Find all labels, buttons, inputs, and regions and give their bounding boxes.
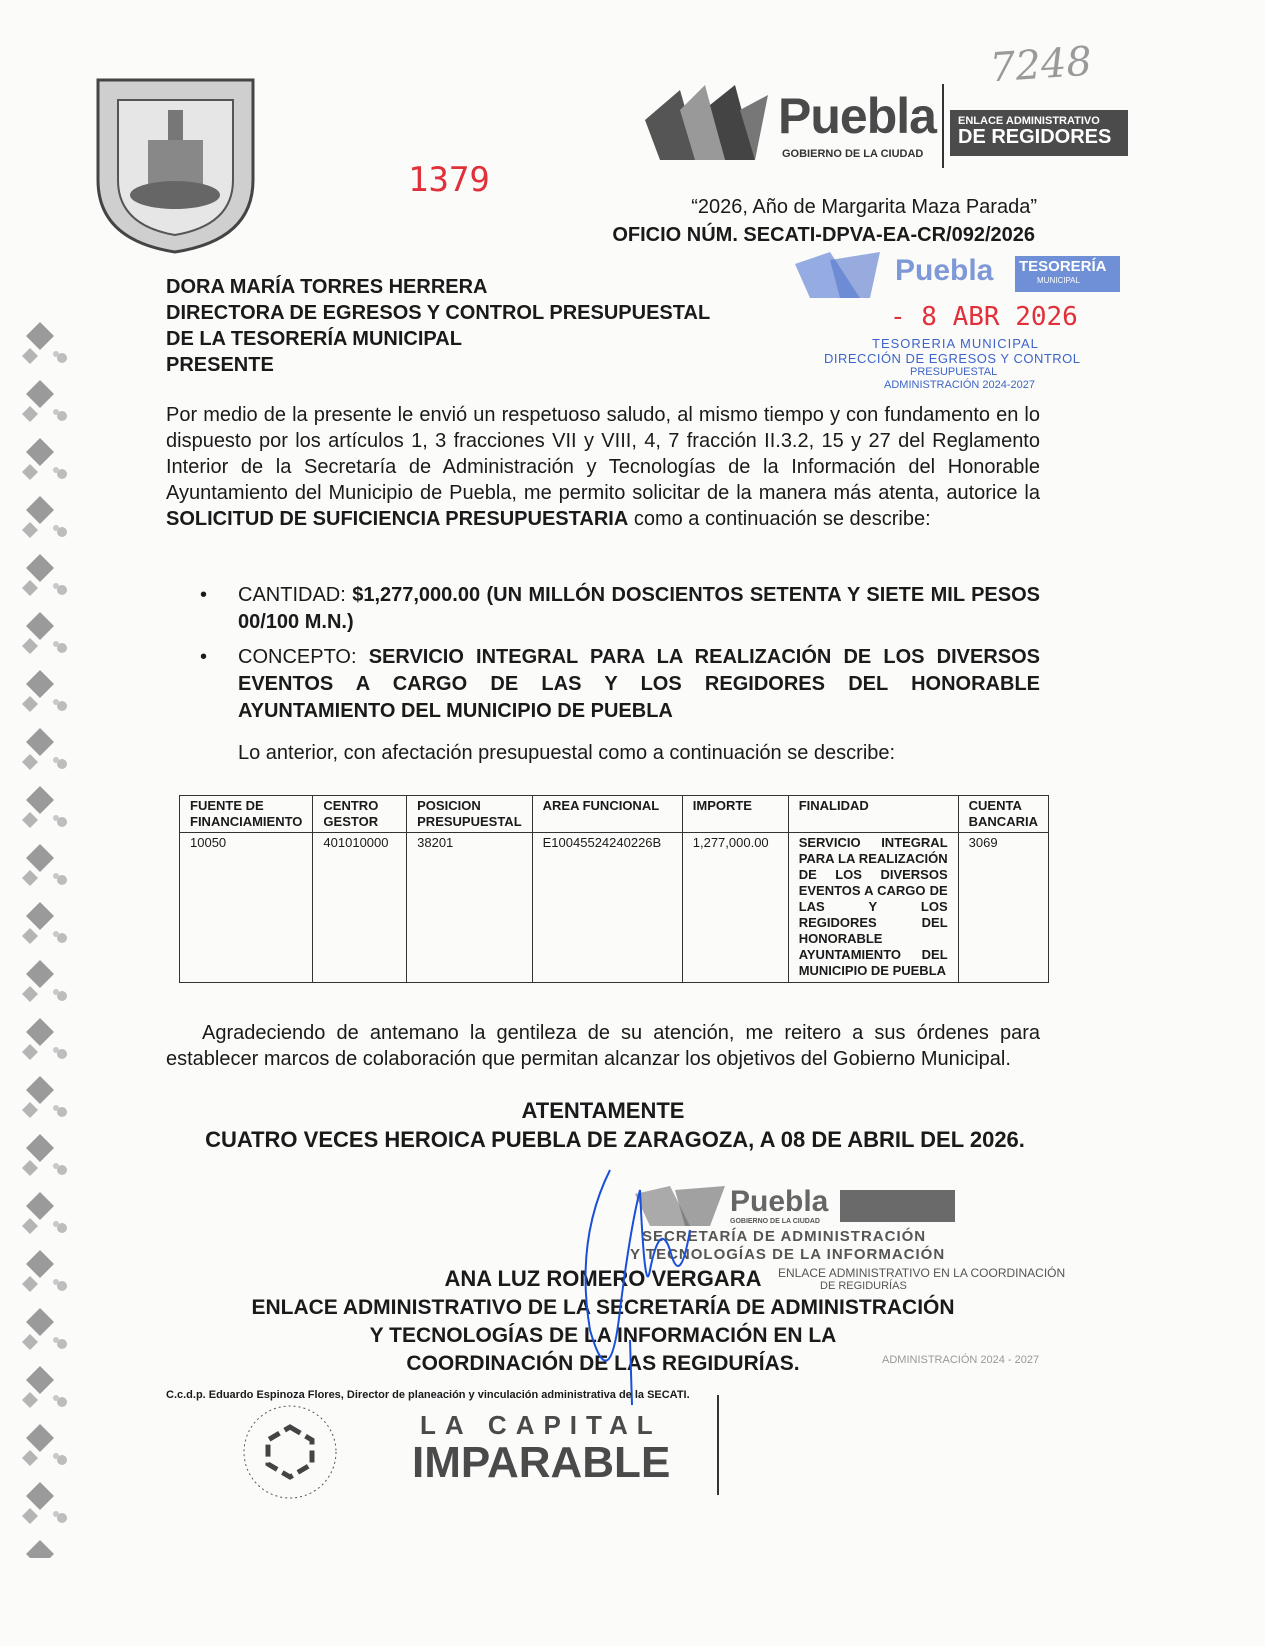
afectacion-intro: Lo anterior, con afectación presupuestal como a continuación se describe: (238, 742, 896, 764)
la-capital-imparable-logo (392, 1410, 692, 1485)
norma-igualdad-seal (240, 1402, 340, 1502)
signer-name: ANA LUZ ROMERO VERGARA (444, 1266, 762, 1291)
body-text: Por medio de la presente le envió un respetuoso saludo, al mismo tiempo y con fundamento en lo dispuesto por los artículos 1, 3 fracciones VII y VIII, 4, 7 fracción II.3.2, 15 y 27 del Reglamento Interior de la Secretaría de Administración y Tecnologías de la Información del Honorable Ayuntamiento del Municipio de Puebla, me permito solicitar de la manera más atenta, autorice la (166, 404, 1040, 504)
slogan-line2: IMPARABLE (412, 1438, 671, 1487)
cell-posicion: 38201 (407, 833, 533, 983)
secati-logo-subtitle: GOBIERNO DE LA CIUDAD (730, 1218, 820, 1225)
tesoreria-stamp-line4: ADMINISTRACIÓN 2024-2027 (884, 379, 1035, 391)
secati-box (840, 1190, 955, 1222)
puebla-logo-subtitle: GOBIERNO DE LA CIUDAD (782, 148, 924, 160)
place-date: CUATRO VECES HEROICA PUEBLA DE ZARAGOZA, A 08 DE ABRIL DEL 2026. (205, 1127, 1025, 1152)
secati-stamp-line2: Y TECNOLOGÍAS DE LA INFORMACIÓN (630, 1246, 946, 1263)
handwritten-signature (570, 1150, 720, 1410)
signer-title-line1: ENLACE ADMINISTRATIVO DE LA SECRETARÍA DE ADMINISTRACIÓN (251, 1296, 955, 1319)
tesoreria-box (1015, 256, 1120, 292)
col-cuenta: CUENTA BANCARIA (958, 796, 1048, 833)
enlace-regidores-box (950, 110, 1128, 156)
tesoreria-logo-icon (790, 252, 890, 302)
cell-fuente: 10050 (180, 833, 313, 983)
tesoreria-box-sub: MUNICIPAL (1037, 276, 1080, 285)
cantidad-label: CANTIDAD: (238, 584, 353, 606)
col-centro-gestor: CENTRO GESTOR (313, 796, 407, 833)
secati-stamp-line1: SECRETARÍA DE ADMINISTRACIÓN (642, 1228, 927, 1245)
table-row (180, 833, 1049, 983)
recipient-title: DIRECTORA DE EGRESOS Y CONTROL PRESUPUESTAL (166, 302, 711, 324)
decorative-border (22, 318, 72, 1558)
tesoreria-box-title: TESORERÍA (1019, 258, 1107, 275)
body-paragraph (166, 402, 1040, 532)
body-text-end: como a continuación se describe: (628, 508, 931, 530)
col-fuente: FUENTE DE FINANCIAMIENTO (180, 796, 313, 833)
col-area-funcional: AREA FUNCIONAL (532, 796, 682, 833)
tesoreria-stamp-line2: DIRECCIÓN DE EGRESOS Y CONTROL (824, 351, 1081, 366)
enlace-box-line2: DE REGIDORES (958, 126, 1112, 148)
footer-divider (717, 1395, 719, 1495)
concepto-label: CONCEPTO: (238, 646, 369, 668)
city-skyline-logo-icon (640, 80, 770, 165)
recipient-presente: PRESENTE (166, 354, 274, 376)
recipient-dept: DE LA TESORERÍA MUNICIPAL (166, 328, 462, 350)
bullet-cantidad: • CANTIDAD: $1,277,000.00 (UN MILLÓN DOSCIENTOS SETENTA Y SIETE MIL PESOS 00/100 M.N.) (200, 584, 1041, 633)
cell-area-funcional: E10045524240226B (532, 833, 682, 983)
cell-centro-gestor: 401010000 (313, 833, 407, 983)
cell-cuenta: 3069 (958, 833, 1048, 983)
handwritten-number: 7248 (988, 38, 1094, 92)
signer-title-line2: Y TECNOLOGÍAS DE LA INFORMACIÓN EN LA (369, 1324, 837, 1347)
puebla-logo-text: Puebla (778, 88, 936, 144)
tesoreria-logo-text: Puebla (895, 254, 994, 287)
recipient-block (166, 274, 710, 378)
year-motto: “2026, Año de Margarita Maza Parada” (691, 196, 1037, 218)
secati-stamp-line5: ADMINISTRACIÓN 2024 - 2027 (882, 1354, 1040, 1366)
slogan-line1: LA CAPITAL (420, 1410, 662, 1440)
body-bold-request: SOLICITUD DE SUFICIENCIA PRESUPUESTARIA (166, 508, 629, 530)
concepto-value: SERVICIO INTEGRAL PARA LA REALIZACIÓN DE LOS DIVERSOS EVENTOS A CARGO DE LAS Y LOS REGIDORES DEL HONORABLE AYUNTAMIENTO DEL MUNICIPIO DE PUEBLA (238, 646, 1041, 722)
tesoreria-stamp-line3: PRESUPUESTAL (910, 366, 998, 378)
tesoreria-received-stamp (790, 252, 1120, 398)
bullet-list (200, 582, 1040, 725)
cantidad-value: $1,277,000.00 (UN MILLÓN DOSCIENTOS SETENTA Y SIETE MIL PESOS 00/100 M.N.) (238, 584, 1041, 633)
col-importe: IMPORTE (682, 796, 788, 833)
secati-stamp-line3: ENLACE ADMINISTRATIVO EN LA COORDINACIÓN (778, 1266, 1066, 1280)
cell-finalidad: SERVICIO INTEGRAL PARA LA REALIZACIÓN DE LOS DIVERSOS EVENTOS A CARGO DE LAS Y LOS REGIDORES DEL HONORABLE AYUNTAMIENTO DEL MUNICIPIO DE PUEBLA (788, 833, 958, 983)
tesoreria-stamp-line1: TESORERIA MUNICIPAL (872, 336, 1039, 351)
table-header-row (180, 796, 1049, 833)
col-finalidad: FINALIDAD (788, 796, 958, 833)
budget-table (179, 795, 1049, 983)
col-posicion: POSICION PRESUPUESTAL (407, 796, 533, 833)
secati-stamp-line4: DE REGIDURÍAS (820, 1280, 907, 1292)
atentamente: ATENTAMENTE (521, 1098, 685, 1123)
secati-logo-text: Puebla (730, 1185, 829, 1218)
ccp-line: C.c.d.p. Eduardo Espinoza Flores, Director de planeación y vinculación administrativa de la SECATI. (166, 1389, 690, 1401)
oficio-number: OFICIO NÚM. SECATI-DPVA-EA-CR/092/2026 (612, 224, 1035, 246)
enlace-box-line1: ENLACE ADMINISTRATIVO (958, 115, 1100, 127)
red-folio-number: 1379 (408, 160, 490, 200)
bullet-concepto: • CONCEPTO: SERVICIO INTEGRAL PARA LA REALIZACIÓN DE LOS DIVERSOS EVENTOS A CARGO DE LAS Y LOS REGIDORES DEL HONORABLE AYUNTAMIENTO DEL MUNICIPIO DE PUEBLA (200, 646, 1041, 722)
closing-paragraph: Agradeciendo de antemano la gentileza de su atención, me reitero a sus órdenes para establecer marcos de colaboración que permitan alcanzar los objetivos del Gobierno Municipal. (166, 1022, 1040, 1070)
received-date: - 8 ABR 2026 (890, 302, 1078, 332)
cell-importe: 1,277,000.00 (682, 833, 788, 983)
city-seal (88, 70, 263, 255)
puebla-logo (640, 80, 1140, 170)
signer-title-line3: COORDINACIÓN DE LAS REGIDURÍAS. (406, 1352, 800, 1375)
recipient-name: DORA MARÍA TORRES HERRERA (166, 276, 488, 298)
